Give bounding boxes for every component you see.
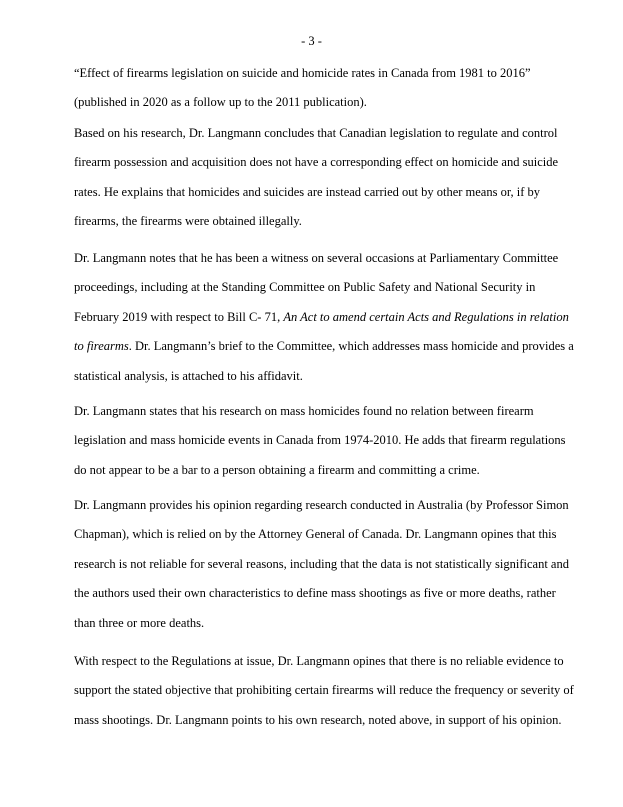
paragraph-line: do not appear to be a bar to a person obtaining a firearm and committing a crime. <box>74 462 480 477</box>
paragraph-line: firearm possession and acquisition does not have a corresponding effect on homicide and suicide <box>74 155 559 170</box>
paragraph-5 <box>74 491 574 638</box>
paragraph-line: research is not reliable for several reasons, including that the data is not statistically significant and <box>74 556 569 571</box>
paragraph-6 <box>74 647 574 735</box>
paragraph-4 <box>74 397 574 485</box>
paragraph-1 <box>74 59 574 118</box>
paragraph-line: Dr. Langmann states that his research on mass homicides found no relation between firearm <box>74 404 534 418</box>
paragraph-line: the authors used their own characteristics to define mass shootings as five or more deaths, rather <box>74 586 556 601</box>
paragraph-3 <box>74 244 574 391</box>
paragraph-line: Dr. Langmann notes that he has been a witness on several occasions at Parliamentary Committee <box>74 251 559 265</box>
paragraph-line: mass shootings. Dr. Langmann points to his own research, noted above, in support of his opinion. <box>74 712 562 727</box>
brief-text: . Dr. Langmann’s brief to the Committee, which addresses mass homicide and provides a <box>128 339 574 354</box>
paragraph-line: (published in 2020 as a follow up to the 2011 publication). <box>74 95 367 110</box>
paragraph-line: rates. He explains that homicides and suicides are instead carried out by other means or, if by <box>74 184 541 199</box>
paragraph-line <box>74 303 574 332</box>
paragraph-line <box>74 332 574 361</box>
page-number: - 3 - <box>301 34 322 48</box>
paragraph-line: With respect to the Regulations at issue, Dr. Langmann opines that there is no reliable evidence to <box>74 654 564 668</box>
act-title-italic-continued: to firearms <box>74 339 129 354</box>
paragraph-line: Based on his research, Dr. Langmann concludes that Canadian legislation to regulate and control <box>74 126 558 140</box>
paragraph-line: Dr. Langmann provides his opinion regarding research conducted in Australia (by Professor Simon <box>74 498 569 512</box>
paragraph-line: support the stated objective that prohibiting certain firearms will reduce the frequency or severity of <box>74 683 574 698</box>
paragraph-2 <box>74 119 574 237</box>
bill-reference-text: February 2019 with respect to Bill C- 71, <box>74 309 284 324</box>
paragraph-line: legislation and mass homicide events in Canada from 1974-2010. He adds that firearm regulations <box>74 433 566 448</box>
paragraph-line: “Effect of firearms legislation on suicide and homicide rates in Canada from 1981 to 2016” <box>74 66 531 80</box>
paragraph-line: firearms, the firearms were obtained illegally. <box>74 214 302 229</box>
act-title-italic: An Act to amend certain Acts and Regulations in relation <box>283 309 569 324</box>
paragraph-line: proceedings, including at the Standing Committee on Public Safety and National Security in <box>74 280 536 295</box>
paragraph-line: than three or more deaths. <box>74 615 205 630</box>
paragraph-line: statistical analysis, is attached to his affidavit. <box>74 368 303 383</box>
paragraph-line: Chapman), which is relied on by the Attorney General of Canada. Dr. Langmann opines that this <box>74 527 557 542</box>
